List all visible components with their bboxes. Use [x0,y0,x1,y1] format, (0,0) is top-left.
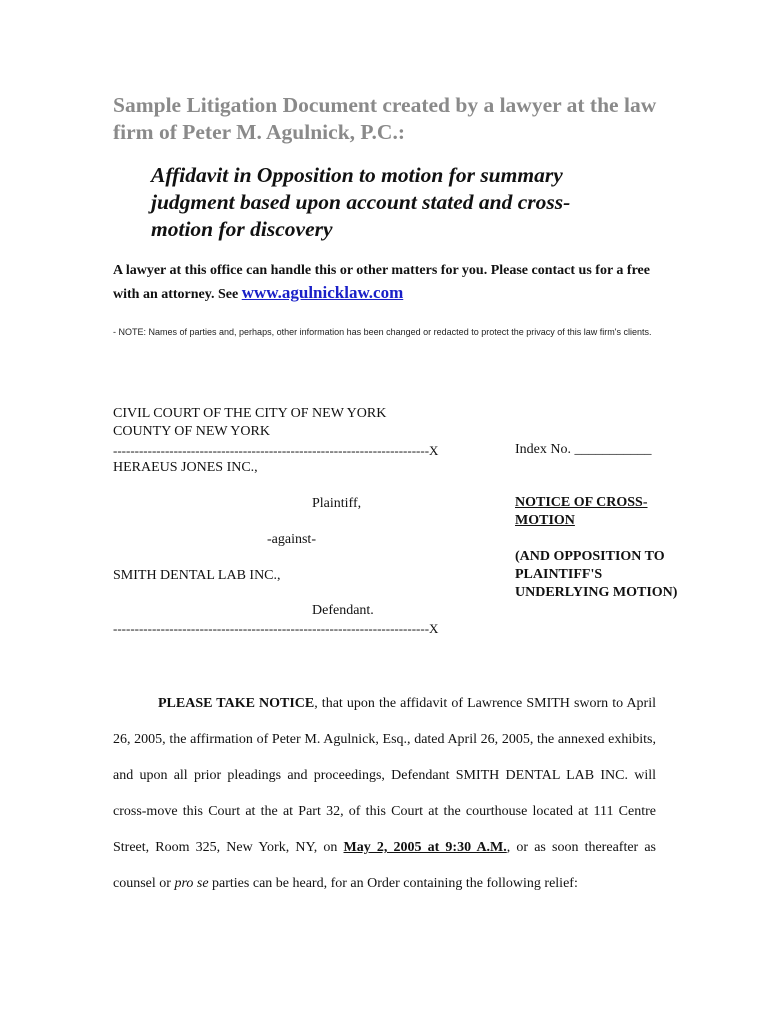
notice-title: NOTICE OF CROSS-MOTION [515,495,648,528]
court-name: CIVIL COURT OF THE CITY OF NEW YORK [113,406,387,421]
firm-website-link[interactable]: www.agulnicklaw.com [241,283,404,302]
pro-se-term: pro se [174,876,209,891]
contact-text: A lawyer at this office can handle this or other matters for you. Please contact us for a free with an attorney. See [113,263,650,302]
contact-paragraph [113,260,673,306]
hearing-date-time: May 2, 2005 at 9:30 A.M. [343,840,507,855]
caption-separator-top: -------------------------------------------------------------------------X [113,443,439,458]
court-heading [113,405,386,441]
notice-body-paragraph [113,686,656,902]
against-label: -against- [267,532,316,547]
body-part1: , that upon the affidavit of Lawrence SMITH sworn to April 26, 2005, the affirmation of Peter M. Agulnick, Esq., dated April 26, 2005, the annexed exhibits, and upon all prior pleadings and proceedings, Defendant SMITH DENTAL LAB INC. will cross-move this Court at the at Part 32, of this Court at the courthouse located at 111 Centre Street, Room 325, New York, NY, on [113,696,656,855]
privacy-note: - NOTE: Names of parties and, perhaps, other information has been changed or redacted to protect the privacy of this law firm's clients. [113,327,652,337]
caption-separator-bottom: -------------------------------------------------------------------------X [113,621,439,636]
notice-lead: PLEASE TAKE NOTICE [158,696,315,711]
body-part2: , or as soon thereafter as counsel or [113,840,656,891]
plaintiff-name: HERAEUS JONES INC., [113,460,258,475]
document-title: Affidavit in Opposition to motion for summary judgment based upon account stated and cross-motion for discovery [151,163,571,241]
court-county: COUNTY OF NEW YORK [113,424,270,439]
notice-heading [515,494,695,602]
notice-subtitle: (AND OPPOSITION TO PLAINTIFF'S UNDERLYING MOTION) [515,549,678,600]
defendant-name: SMITH DENTAL LAB INC., [113,568,281,583]
defendant-role: Defendant. [312,603,374,618]
plaintiff-role: Plaintiff, [312,496,362,511]
sample-title: Sample Litigation Document created by a lawyer at the law firm of Peter M. Agulnick, P.C.: [113,93,657,144]
index-number: Index No. ___________ [515,442,652,457]
body-part3: parties can be heard, for an Order containing the following relief: [208,876,578,891]
